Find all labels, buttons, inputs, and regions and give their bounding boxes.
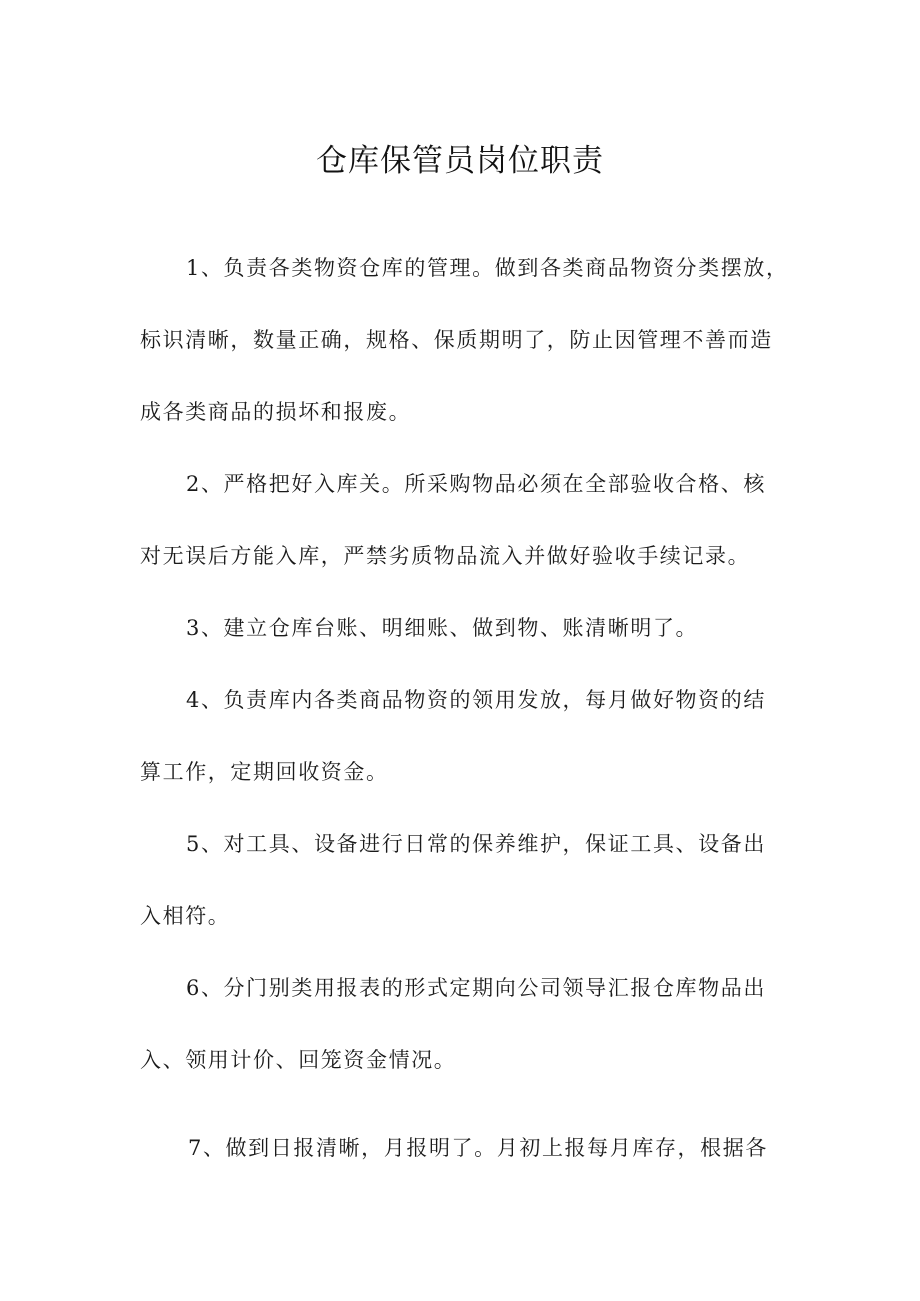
paragraph-2	[140, 448, 800, 592]
paragraph-5	[140, 808, 800, 952]
paragraph-line: 1、负责各类物资仓库的管理。做到各类商品物资分类摆放，	[186, 256, 789, 280]
paragraph-line: 3、建立仓库台账、明细账、做到物、账清晰明了。	[186, 616, 699, 640]
page-title: 仓库保管员岗位职责	[316, 143, 604, 179]
paragraph-line: 标识清晰，数量正确，规格、保质期明了，防止因管理不善而造	[140, 328, 773, 352]
paragraph-4	[140, 664, 800, 808]
paragraph-line: 7、做到日报清晰，月报明了。月初上报每月库存，根据各	[188, 1136, 768, 1160]
paragraph-line: 2、严格把好入库关。所采购物品必须在全部验收合格、核	[186, 472, 766, 496]
paragraph-line: 4、负责库内各类商品物资的领用发放，每月做好物资的结	[186, 688, 766, 712]
paragraph-line: 对无误后方能入库，严禁劣质物品流入并做好验收手续记录。	[140, 544, 751, 568]
paragraph-line: 入、领用计价、回笼资金情况。	[140, 1048, 457, 1072]
paragraph-line: 6、分门别类用报表的形式定期向公司领导汇报仓库物品出	[186, 976, 766, 1000]
paragraph-1	[140, 232, 800, 448]
paragraph-line: 成各类商品的损坏和报废。	[140, 400, 412, 424]
paragraph-6	[140, 952, 800, 1096]
paragraph-7	[140, 1112, 800, 1184]
paragraph-line: 5、对工具、设备进行日常的保养维护，保证工具、设备出	[186, 832, 766, 856]
paragraph-3	[140, 592, 800, 664]
paragraph-line: 入相符。	[140, 904, 231, 928]
paragraph-line: 算工作，定期回收资金。	[140, 760, 389, 784]
